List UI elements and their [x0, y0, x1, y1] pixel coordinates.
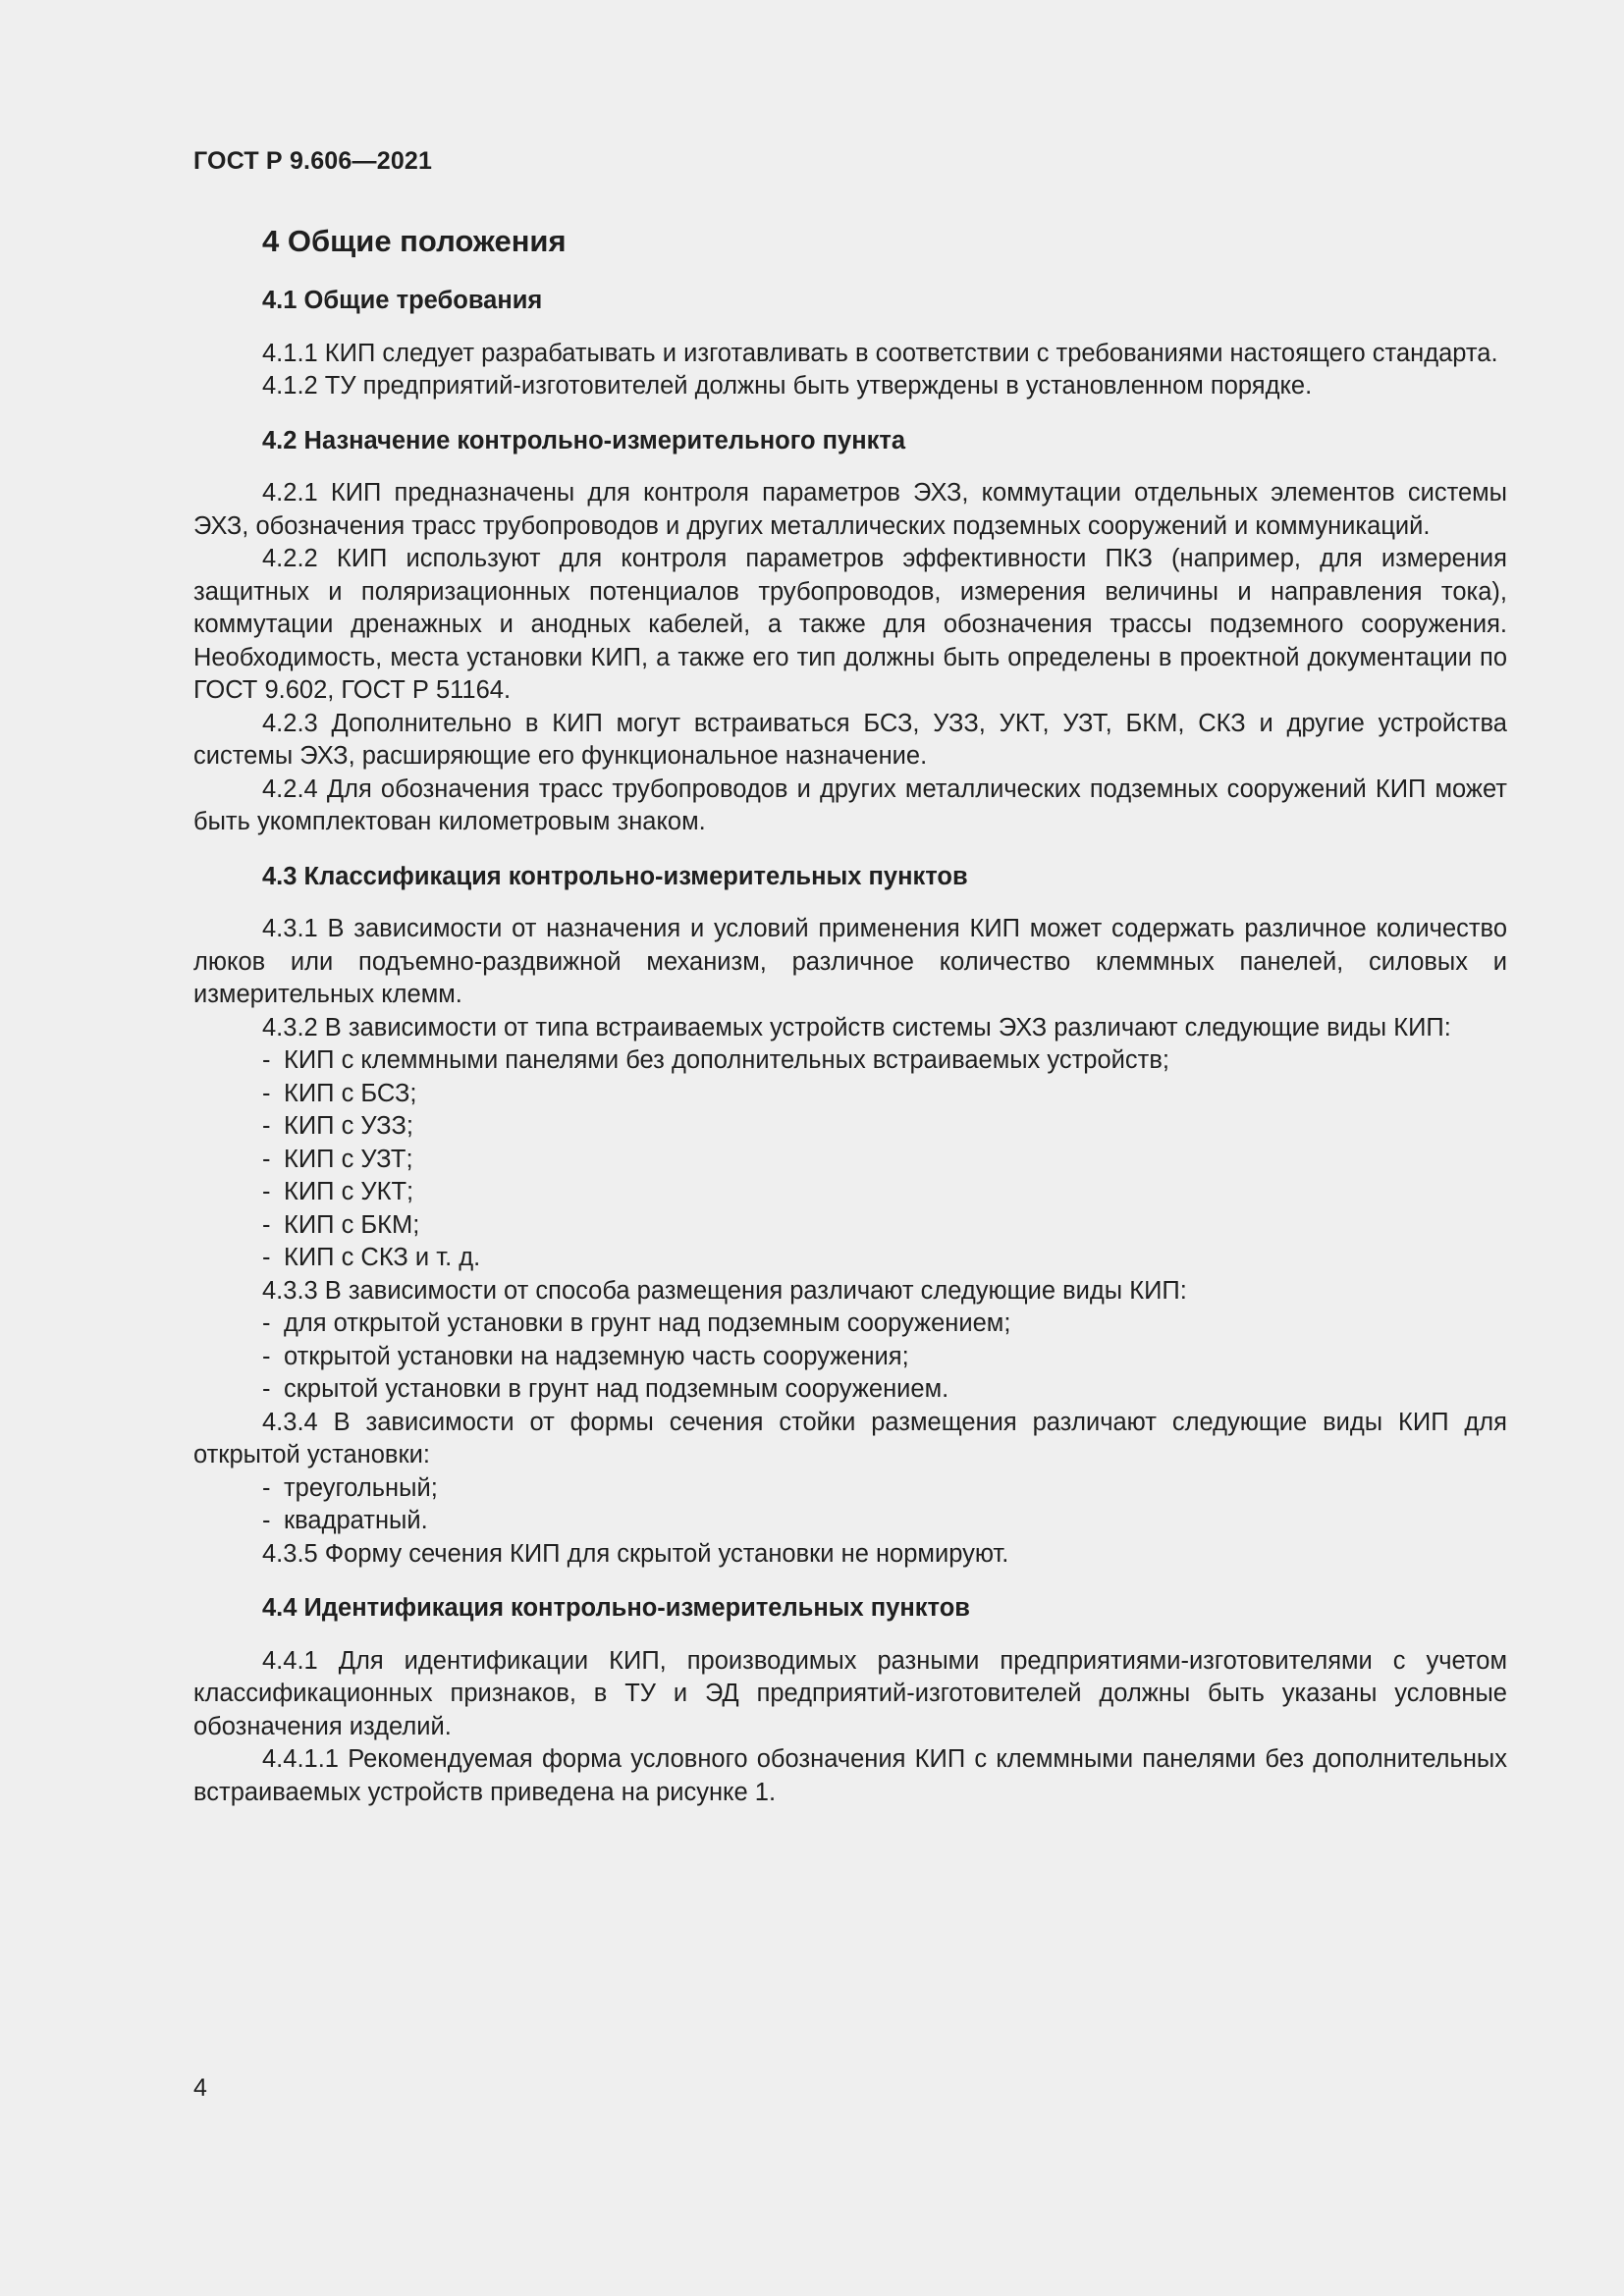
- paragraph-4-1-1: 4.1.1 КИП следует разрабатывать и изготавливать в соответствии с требованиями настоящего стандарта.: [262, 339, 1498, 367]
- list-item: - скрытой установки в грунт над подземным сооружением.: [262, 1375, 949, 1403]
- paragraph-4-2-3: 4.2.3 Дополнительно в КИП могут встраиваться БСЗ, УЗЗ, УКТ, УЗТ, БКМ, СКЗ и другие устройства системы ЭХЗ, расширяющие его функциональное назначение.: [193, 709, 1507, 770]
- paragraph-4-4-1-1: 4.4.1.1 Рекомендуемая форма условного обозначения КИП с клеммными панелями без дополнительных встраиваемых устройств приведена на рисунке 1.: [193, 1745, 1507, 1806]
- page-number: 4: [193, 2074, 207, 2102]
- list-item: - квадратный.: [262, 1507, 428, 1534]
- paragraph-4-1-2: 4.1.2 ТУ предприятий-изготовителей должны быть утверждены в установленном порядке.: [262, 372, 1313, 400]
- paragraph-4-3-1: 4.3.1 В зависимости от назначения и условий применения КИП может содержать различное количество люков или подъемно-раздвижной механизм, различное количество клеммных панелей, силовых и измерительных клемм.: [193, 915, 1507, 1008]
- section-title: 4 Общие положения: [262, 224, 567, 258]
- paragraph-4-2-4: 4.2.4 Для обозначения трасс трубопроводов и других металлических подземных сооружений КИП может быть укомплектован километровым знаком.: [193, 774, 1507, 835]
- paragraph-4-3-2: 4.3.2 В зависимости от типа встраиваемых устройств системы ЭХЗ различают следующие виды КИП:: [262, 1013, 1451, 1041]
- list-item: - для открытой установки в грунт над подземным сооружением;: [262, 1309, 1011, 1337]
- list-item: - открытой установки на надземную часть сооружения;: [262, 1342, 909, 1370]
- subsection-title-4-1: 4.1 Общие требования: [262, 287, 543, 314]
- document-code: ГОСТ Р 9.606—2021: [193, 147, 433, 175]
- list-item: - КИП с УЗЗ;: [262, 1112, 413, 1140]
- list-item: - КИП с УЗТ;: [262, 1145, 413, 1173]
- paragraph-4-3-3: 4.3.3 В зависимости от способа размещения различают следующие виды КИП:: [262, 1276, 1187, 1305]
- subsection-title-4-2: 4.2 Назначение контрольно-измерительного пункта: [262, 426, 906, 454]
- subsection-title-4-3: 4.3 Классификация контрольно-измерительных пунктов: [262, 862, 968, 890]
- page-content: [193, 222, 1507, 1809]
- list-item: - КИП с БКМ;: [262, 1210, 420, 1239]
- list-item: - КИП с клеммными панелями без дополнительных встраиваемых устройств;: [262, 1046, 1169, 1074]
- paragraph-4-2-2: 4.2.2 КИП используют для контроля параметров эффективности ПКЗ (например, для измерения защитных и поляризационных потенциалов трубопроводов, измерения величины и направления тока), коммутации дренажных и анодных кабелей, а также для обозначения трассы подземного сооружения. Необходимость, места установки КИП, а также его тип должны быть определены в проектной документации по ГОСТ 9.602, ГОСТ Р 51164.: [193, 545, 1507, 704]
- paragraph-4-2-1: 4.2.1 КИП предназначены для контроля параметров ЭХЗ, коммутации отдельных элементов системы ЭХЗ, обозначения трасс трубопроводов и других металлических подземных сооружений и коммуникаций.: [193, 479, 1507, 540]
- paragraph-4-3-5: 4.3.5 Форму сечения КИП для скрытой установки не нормируют.: [262, 1539, 1009, 1568]
- list-item: - треугольный;: [262, 1473, 438, 1502]
- list-item: - КИП с УКТ;: [262, 1178, 414, 1205]
- paragraph-4-4-1: 4.4.1 Для идентификации КИП, производимых разными предприятиями-изготовителями с учетом классификационных признаков, в ТУ и ЭД предприятий-изготовителей должны быть указаны условные обозначения изделий.: [193, 1646, 1507, 1740]
- list-item: - КИП с БСЗ;: [262, 1079, 417, 1107]
- paragraph-4-3-4: 4.3.4 В зависимости от формы сечения стойки размещения различают следующие виды КИП для открытой установки:: [193, 1408, 1507, 1468]
- list-item: - КИП с СКЗ и т. д.: [262, 1244, 481, 1271]
- subsection-title-4-4: 4.4 Идентификация контрольно-измерительных пунктов: [262, 1594, 970, 1622]
